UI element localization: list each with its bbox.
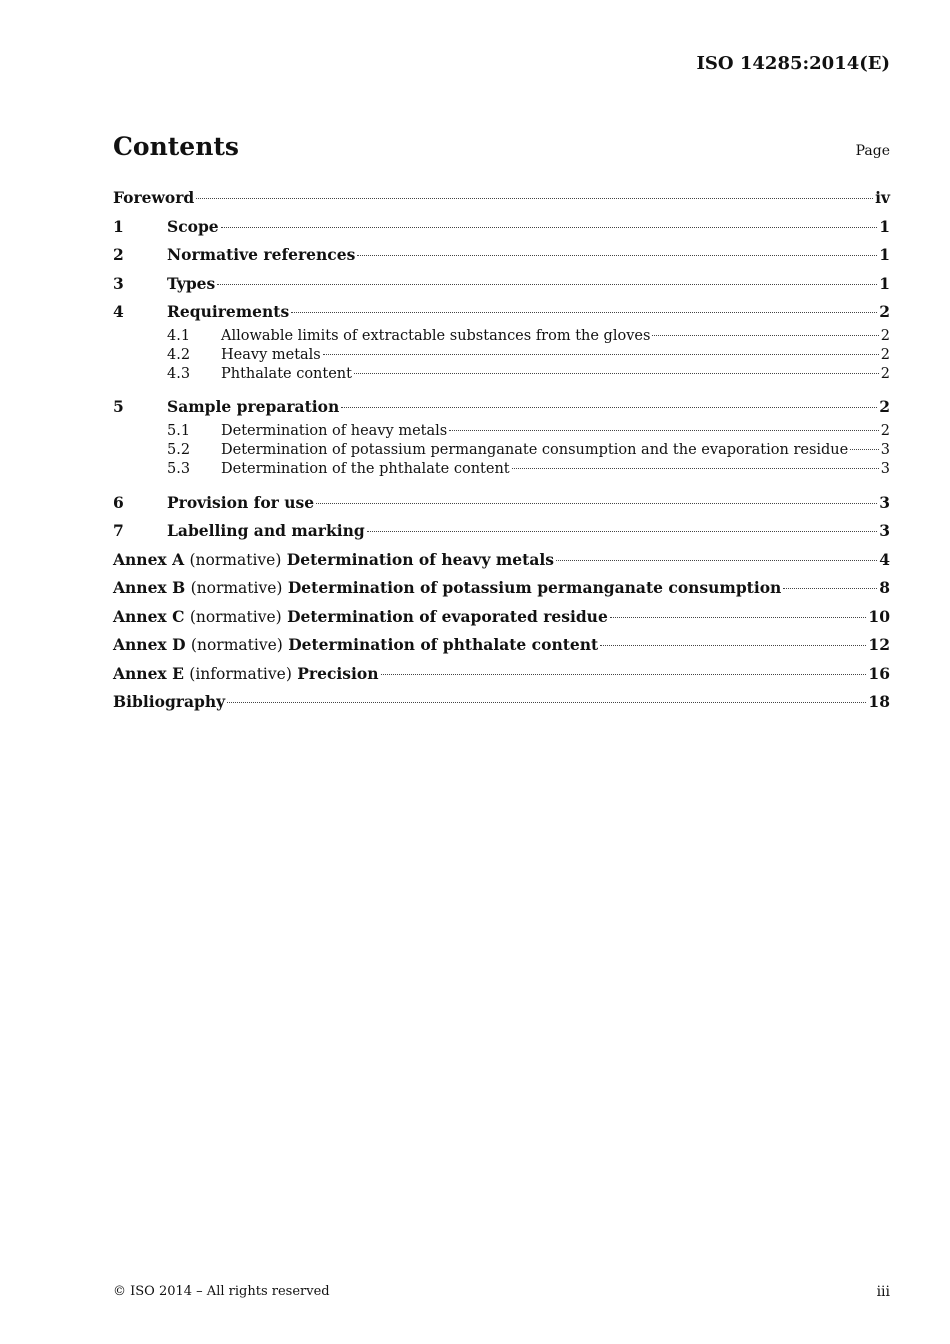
annex-id: Annex B [113, 578, 186, 598]
toc-label [113, 603, 608, 632]
toc-number: 6 [113, 492, 124, 512]
copyright-notice: © ISO 2014 – All rights reserved [113, 1284, 330, 1299]
leader-dots [600, 645, 866, 646]
toc-label: Determination of potassium permanganate consumption and the evaporation residue [221, 442, 849, 459]
toc-entry-annex-c[interactable] [113, 603, 890, 632]
leader-dots [556, 560, 877, 561]
document-id: ISO 14285:2014(E) [696, 53, 890, 74]
leader-dots [367, 531, 878, 532]
toc-label [113, 660, 379, 689]
toc-page: 3 [879, 492, 890, 512]
toc-page: 2 [880, 346, 890, 363]
leader-dots [381, 674, 867, 675]
leader-dots [316, 503, 877, 504]
toc-number: 2 [113, 245, 124, 264]
contents-header [113, 132, 890, 161]
annex-title: Determination of phthalate content [288, 635, 599, 655]
annex-id: Annex E [113, 663, 184, 683]
toc-entry-phthalate-content[interactable] [113, 365, 890, 384]
table-of-contents [113, 184, 890, 717]
leader-dots [323, 354, 879, 355]
toc-label: Requirements [167, 302, 290, 321]
toc-number: 4.1 [167, 327, 191, 344]
toc-page: 16 [868, 663, 890, 683]
annex-title: Precision [297, 663, 379, 683]
toc-label: Provision for use [167, 492, 315, 512]
toc-label [113, 631, 598, 660]
toc-entry-annex-a[interactable] [113, 546, 890, 575]
annex-id: Annex A [113, 549, 185, 569]
toc-number: 3 [113, 273, 124, 293]
toc-number: 5 [113, 397, 124, 417]
toc-entry-heavy-metals[interactable] [113, 346, 890, 365]
toc-label: Bibliography [113, 692, 226, 712]
toc-label: Determination of heavy metals [221, 422, 448, 439]
toc-page: 1 [879, 216, 890, 236]
toc-number: 4.3 [167, 366, 191, 383]
toc-label [113, 574, 781, 603]
toc-label: Heavy metals [221, 346, 321, 363]
leader-dots [291, 312, 877, 313]
toc-page: 2 [879, 302, 890, 321]
toc-number: 1 [113, 216, 124, 236]
annex-title: Determination of potassium permanganate consumption [287, 578, 782, 598]
toc-entry-annex-e[interactable] [113, 660, 890, 689]
toc-entry-determination-heavy-metals[interactable] [113, 422, 890, 441]
annex-id: Annex D [113, 635, 186, 655]
leader-dots [354, 373, 879, 374]
toc-label: Determination of the phthalate content [221, 461, 510, 478]
toc-number: 7 [113, 521, 124, 541]
toc-page: 3 [879, 521, 890, 541]
leader-dots [783, 588, 877, 589]
leader-dots [850, 449, 879, 450]
annex-title: Determination of evaporated residue [287, 606, 608, 626]
leader-dots [449, 430, 879, 431]
leader-dots [357, 255, 877, 256]
toc-number: 5.1 [167, 422, 191, 439]
toc-label: Scope [167, 216, 219, 236]
toc-page: 8 [879, 578, 890, 598]
toc-entry-determination-phthalate[interactable] [113, 460, 890, 479]
annex-kind: (normative) [190, 579, 283, 598]
toc-entry-requirements[interactable] [113, 298, 890, 327]
toc-entry-normative-references[interactable] [113, 241, 890, 270]
toc-page: iv [875, 188, 890, 207]
toc-entry-annex-d[interactable] [113, 631, 890, 660]
toc-entry-types[interactable] [113, 270, 890, 299]
leader-dots [217, 284, 877, 285]
toc-entry-provision-for-use[interactable] [113, 489, 890, 518]
toc-entry-annex-b[interactable] [113, 574, 890, 603]
annex-title: Determination of heavy metals [286, 549, 554, 569]
toc-label: Normative references [167, 245, 356, 264]
annex-kind: (normative) [189, 550, 282, 569]
page-footer [113, 1284, 890, 1300]
toc-page: 1 [879, 273, 890, 293]
toc-page: 2 [880, 422, 890, 439]
toc-number: 5.2 [167, 442, 191, 459]
toc-label: Sample preparation [167, 397, 340, 417]
page-column-label: Page [855, 143, 890, 159]
toc-entry-labelling-marking[interactable] [113, 517, 890, 546]
toc-page: 2 [880, 327, 890, 344]
toc-label: Foreword [113, 188, 195, 207]
toc-page: 12 [868, 635, 890, 655]
toc-number: 4 [113, 302, 124, 321]
toc-page: 2 [880, 366, 890, 383]
toc-entry-scope[interactable] [113, 213, 890, 242]
toc-entry-foreword[interactable] [113, 184, 890, 213]
toc-page: 3 [880, 461, 890, 478]
toc-label: Labelling and marking [167, 521, 365, 541]
toc-label: Phthalate content [221, 366, 352, 383]
leader-dots [221, 227, 878, 228]
toc-page: 1 [879, 245, 890, 264]
toc-page: 18 [868, 692, 890, 712]
toc-label: Allowable limits of extractable substances from the gloves [221, 327, 651, 344]
toc-entry-sample-preparation[interactable] [113, 393, 890, 422]
toc-entry-determination-permanganate[interactable] [113, 441, 890, 460]
page-number: iii [876, 1284, 890, 1300]
leader-dots [652, 335, 878, 336]
annex-kind: (normative) [189, 607, 282, 626]
leader-dots [512, 468, 879, 469]
toc-page: 4 [879, 549, 890, 569]
annex-id: Annex C [113, 606, 185, 626]
toc-page: 10 [868, 606, 890, 626]
toc-label: Types [167, 273, 216, 293]
annex-kind: (informative) [189, 664, 292, 683]
toc-page: 2 [879, 397, 890, 417]
toc-page: 3 [880, 442, 890, 459]
toc-number: 5.3 [167, 461, 191, 478]
toc-label [113, 546, 554, 575]
contents-title: Contents [113, 132, 240, 161]
toc-entry-bibliography[interactable] [113, 688, 890, 717]
annex-kind: (normative) [190, 636, 283, 655]
leader-dots [196, 198, 873, 199]
toc-number: 4.2 [167, 346, 191, 363]
toc-entry-allowable-limits[interactable] [113, 327, 890, 346]
leader-dots [610, 617, 867, 618]
leader-dots [341, 407, 877, 408]
leader-dots [227, 702, 866, 703]
